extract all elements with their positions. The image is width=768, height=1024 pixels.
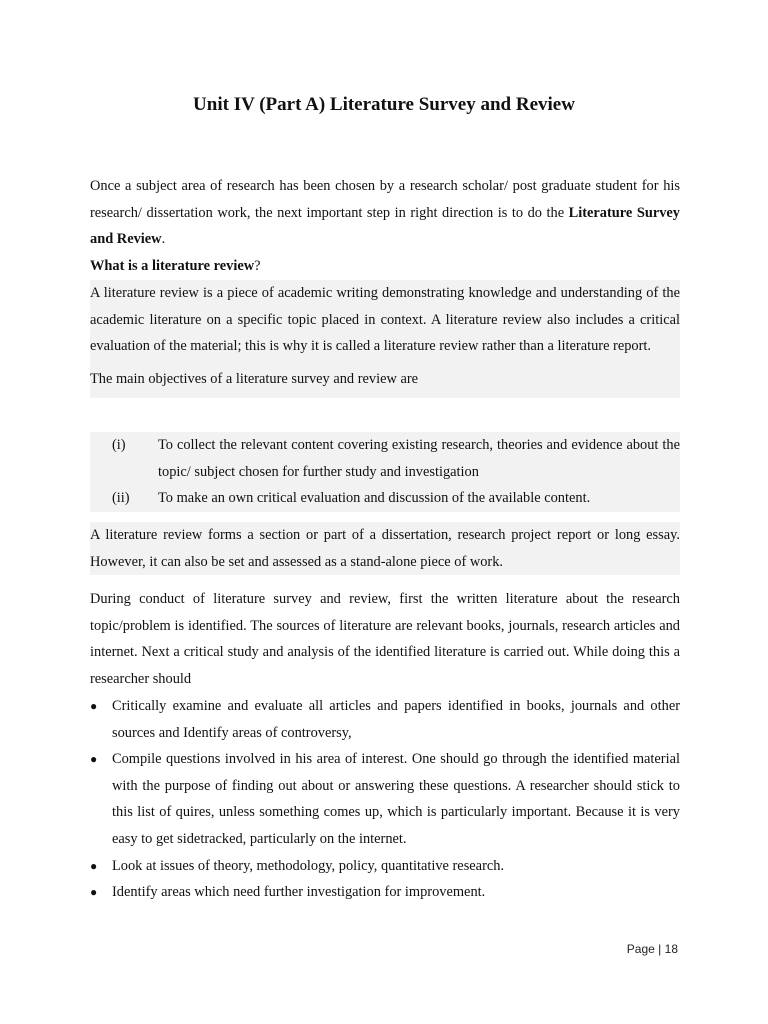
list-item-text: Critically examine and evaluate all articles and papers identified in books, journals and other sources and Identify areas of controversy, — [112, 698, 680, 741]
list-item — [90, 853, 680, 880]
intro-bold-term: Literature Survey and Review — [90, 204, 680, 248]
list-item-text: Identify areas which need further investigation for improvement. — [112, 884, 486, 901]
list-item — [90, 746, 680, 852]
definition-paragraph: A literature review is a piece of academic writing demonstrating knowledge and understanding of the academic literature on a specific topic placed in context. A literature review also includes a critical evaluation of the material; this is why it is called a literature review rather than a literature report. — [90, 285, 680, 355]
objective-item — [90, 485, 680, 512]
objectives-list — [90, 432, 680, 512]
list-item — [90, 879, 680, 906]
page-title: Unit IV (Part A) Literature Survey and Review — [193, 94, 575, 115]
bullet-icon: ● — [90, 858, 98, 873]
section-question — [90, 253, 680, 280]
objective-text: To make an own critical evaluation and discussion of the available content. — [158, 490, 591, 507]
objective-text: To collect the relevant content covering existing research, theories and evidence about the topic/ subject chosen for further study and investigation — [158, 437, 680, 480]
researcher-tasks-list — [90, 693, 680, 906]
page-label: Page — [626, 942, 655, 956]
objective-number: (i) — [112, 437, 126, 453]
bullet-icon: ● — [90, 885, 98, 900]
bullet-icon: ● — [90, 699, 98, 713]
objective-item — [90, 432, 680, 485]
question-mark: ? — [254, 257, 261, 274]
list-item-text: Compile questions involved in his area of interest. One should go through the identified material with the purpose of finding out about or answering these questions. A researcher should stick to this list of quires, unless something comes up, which is particularly important. Because it is very easy to get sidetracked, particularly on the internet. — [112, 751, 680, 847]
list-item — [90, 693, 680, 746]
definition-block — [90, 280, 680, 398]
conduct-paragraph: During conduct of literature survey and review, first the written literature about the research topic/problem is identified. The sources of literature are relevant books, journals, research articles and internet. Next a critical study and analysis of the identified literature is carried out. While doing this a researcher should — [90, 591, 680, 687]
page-separator: | — [658, 942, 662, 956]
objectives-intro: The main objectives of a literature survey and review are — [90, 370, 419, 387]
page-footer — [627, 942, 678, 956]
intro-text-after: . — [161, 231, 166, 248]
bullet-icon: ● — [90, 752, 98, 767]
objective-number: (ii) — [112, 490, 130, 507]
intro-text-before: Once a subject area of research has been chosen by a research scholar/ post graduate student for his research/ dissertation work, the next important step in right direction is to do the — [90, 178, 680, 221]
intro-text — [90, 173, 680, 253]
intro-paragraph — [90, 173, 680, 279]
page-number: 18 — [664, 942, 678, 956]
standalone-paragraph: A literature review forms a section or part of a dissertation, research project report or long essay. However, it can also be set and assessed as a stand-alone piece of work. — [90, 522, 680, 575]
list-item-text: Look at issues of theory, methodology, policy, quantitative research. — [112, 857, 505, 874]
question-heading: What is a literature review — [90, 257, 255, 274]
